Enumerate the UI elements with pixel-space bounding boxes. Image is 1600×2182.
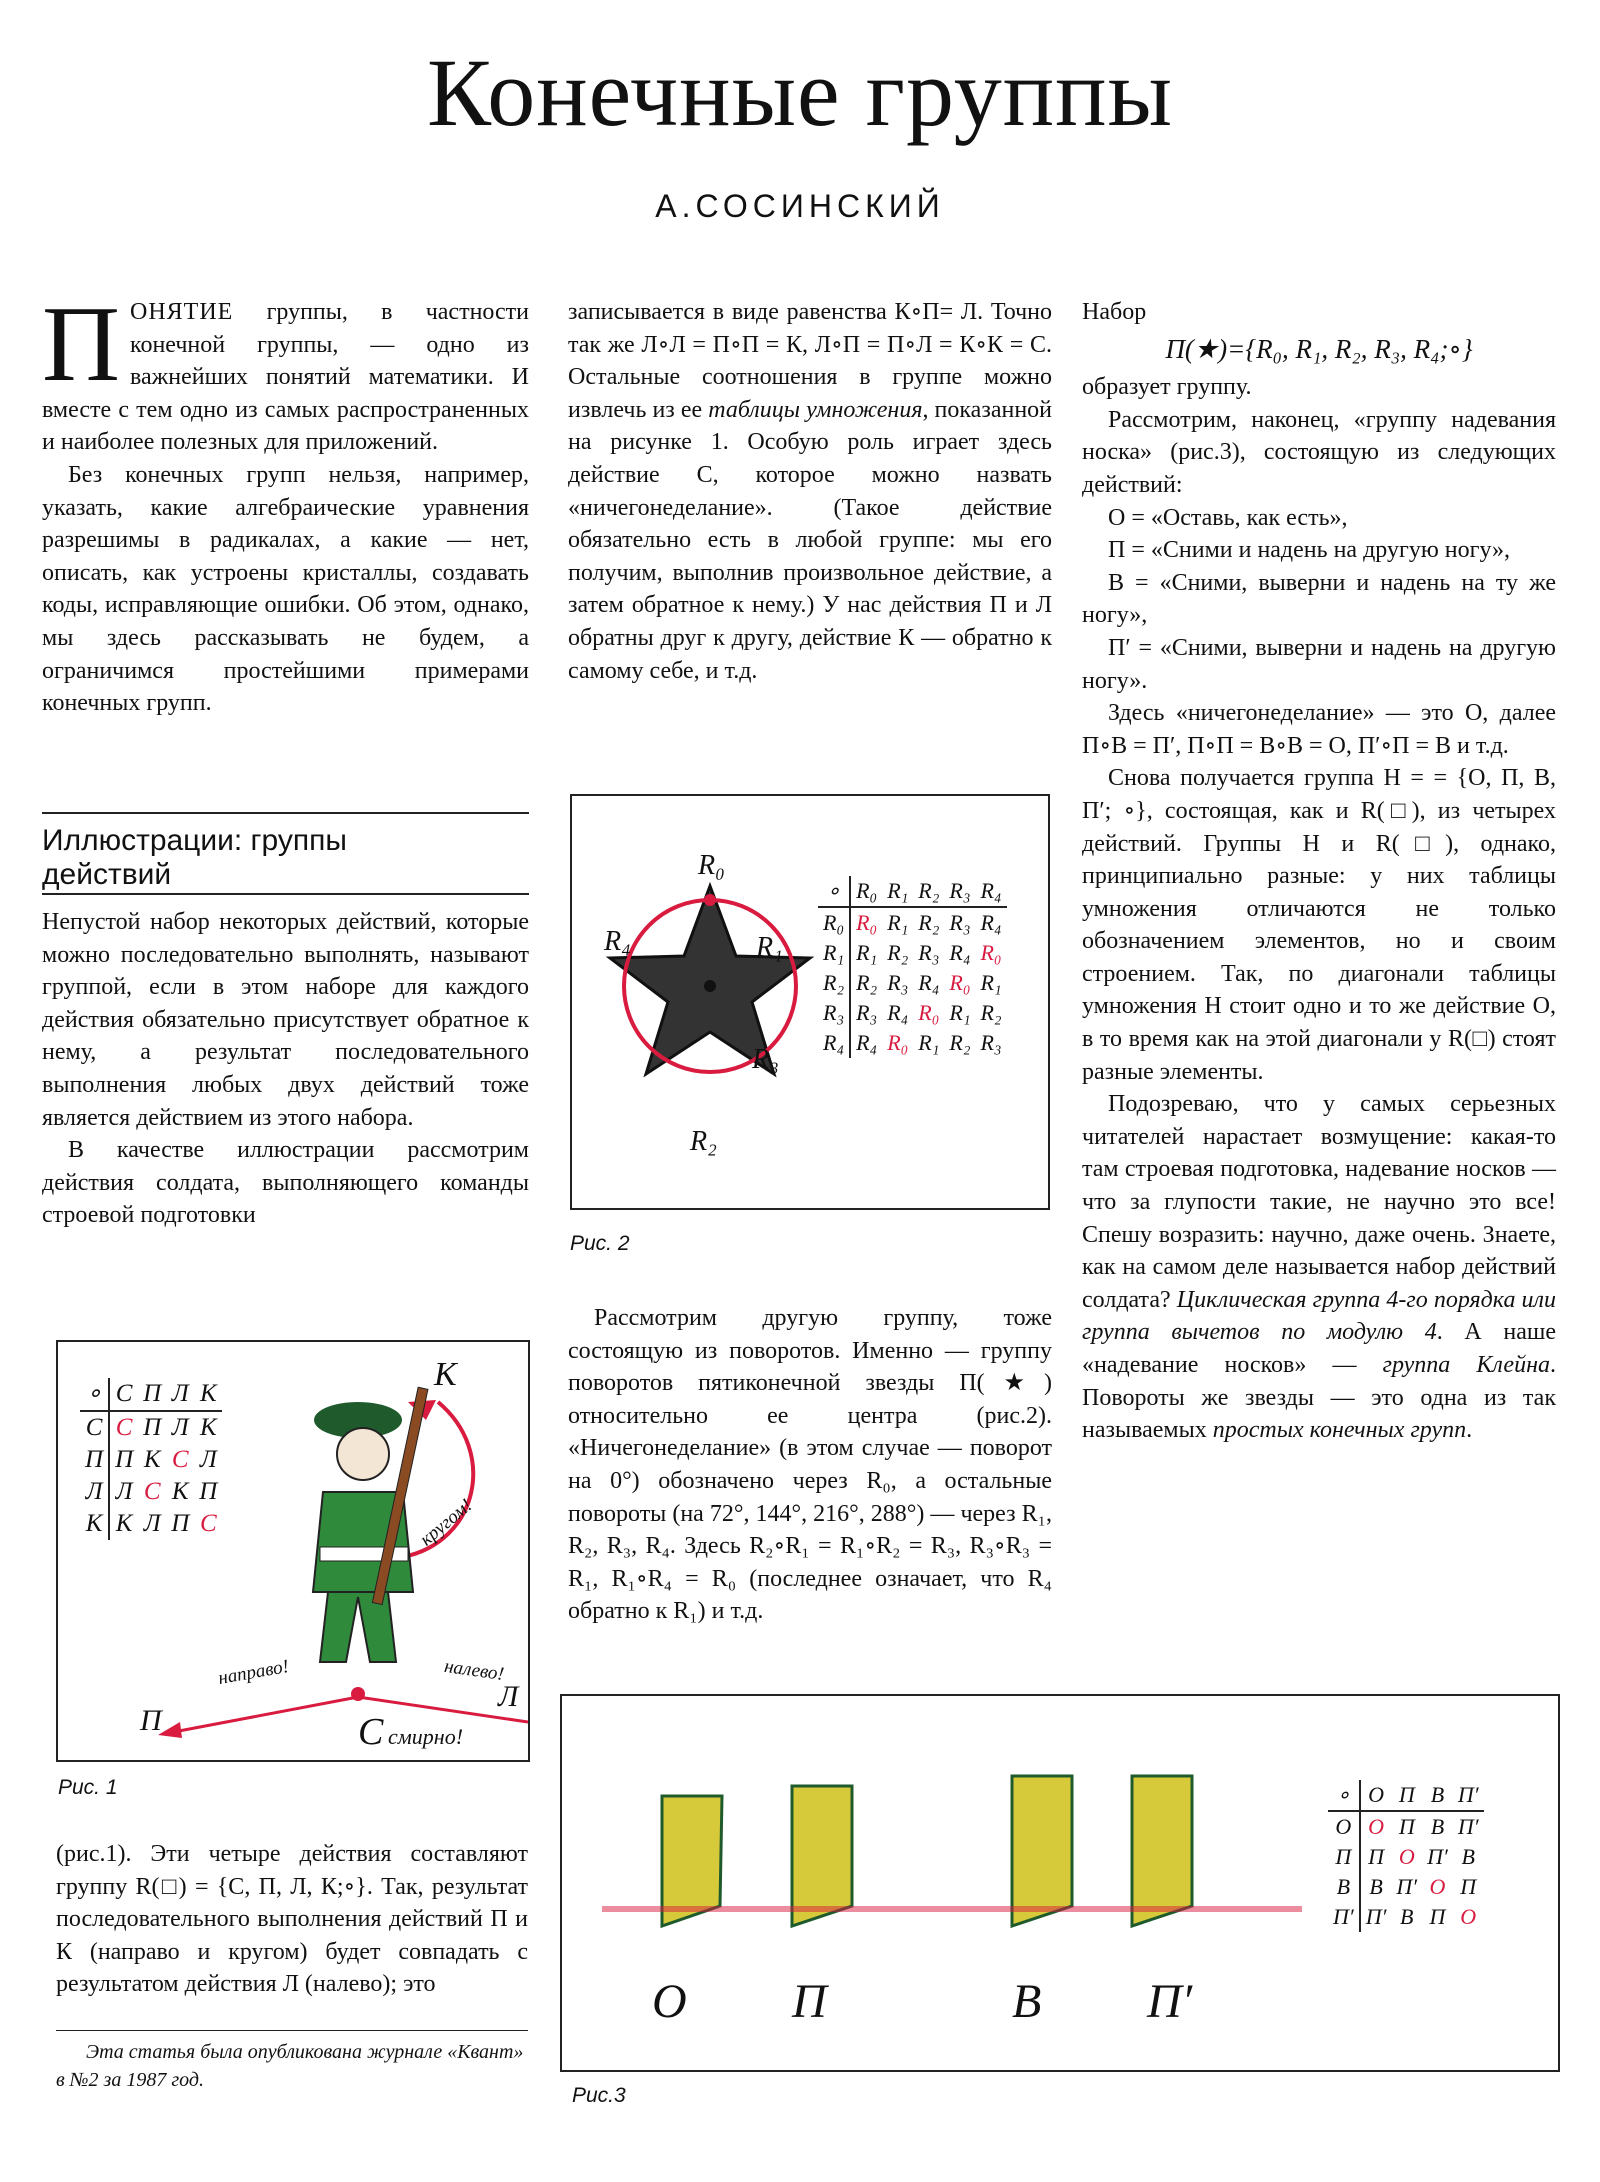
napravo-arrow — [163, 1697, 358, 1734]
figure-3 — [560, 1694, 1560, 2072]
fig1-table-cell: С — [199, 1510, 217, 1537]
fig1-table-cell: Л — [80, 1476, 109, 1508]
c2-em: таблицы умножения — [708, 396, 923, 423]
fig1-table-cell: ∘ — [80, 1378, 109, 1411]
fig2-table-cell: R₁ — [887, 910, 909, 935]
fig2-table-cell: R₃ — [944, 876, 975, 907]
note-rule — [56, 2030, 528, 2031]
fig1-table-cell: К — [115, 1510, 133, 1537]
fig1-table-cell: П — [199, 1478, 218, 1505]
star-label-r4: R₄ — [604, 926, 631, 957]
fig2-table-cell: R₄ — [818, 1028, 850, 1058]
fig3-table-cell: П — [1460, 1874, 1477, 1899]
paragraph-c3-4: Снова получается группа Н = = {О, П, В, П′; ∘}, состоящая, как и R(□), из четырех действий. Группы Н и R(□), однако, принципиально разные: у них таблицы умножения отличаются не только обозначением элементов, но и своим строением. Так, по диагонали таблицы умножения Н стоит одно и то же действие О, в то время как на этой диагонали у R(□) стоят разные элементы. — [1082, 765, 1556, 1085]
label-krugom: кругом! — [416, 1494, 477, 1551]
star-label-r0: R₀ — [698, 850, 725, 881]
publication-note: Эта статья была опубликована журнале «Квант» в №2 за 1987 год. — [56, 2041, 524, 2091]
column-1-end — [56, 1838, 528, 2001]
fig1-table-cell: К — [199, 1414, 217, 1441]
sock-letter-p: П — [792, 1975, 827, 2028]
definition-p-prime: П′ = «Сними, выверни и надень на другую ногу». — [1082, 634, 1556, 694]
fig3-table-cell: В — [1422, 1780, 1453, 1811]
column-2 — [568, 296, 1052, 687]
paragraph-4: В качестве иллюстрации рассмотрим действия солдата, выполняющего команды строевой подготовки — [42, 1137, 529, 1229]
paragraph-c3-3: Здесь «ничегонеделание» — это О, далее П∘В = П′, П∘П = В∘В = О, П′∘П = В и т.д. — [1082, 700, 1556, 759]
intro-caps: ОНЯТИЕ — [130, 299, 234, 325]
fig1-table-cell: С — [143, 1478, 161, 1505]
fig1-table-cell: С — [115, 1414, 133, 1441]
figure-2 — [570, 794, 1050, 1210]
c3-p5-d: . — [1466, 1417, 1473, 1444]
figure-2-caption: Рис. 2 — [570, 1232, 630, 1255]
c3-p5-em2: группа Клейна — [1382, 1352, 1550, 1378]
label-nalevo: налево! — [442, 1655, 506, 1686]
label-c: С — [358, 1711, 384, 1753]
soldier-illustration — [58, 1342, 528, 1760]
fig1-table-cell: П — [138, 1378, 166, 1411]
sock-p — [792, 1786, 852, 1926]
c3-p5-em1: Циклическая группа 4-го порядка или группа вычетов по модулю 4 — [1082, 1286, 1557, 1346]
label-p: П — [140, 1704, 162, 1737]
fig3-table-cell: П′ — [1396, 1874, 1418, 1899]
fig3-table-cell: П — [1429, 1904, 1446, 1929]
fig1-table-cell: П — [80, 1444, 109, 1476]
star-illustration — [590, 846, 850, 1166]
c3-p5-a: Подозреваю, что у самых серьезных читателей нарастает возмущение: какая-то там строевая подготовка, надевание носков — что за глупости такие, не научно это все! Спешу возразить: научно, даже очень. Знаете, как на самом деле называется набор действий солдата? — [1082, 1091, 1556, 1313]
fig2-table-cell: R₃ — [949, 910, 971, 935]
fig3-table-cell: О — [1360, 1780, 1392, 1811]
fig2-table-cell: R₂ — [918, 910, 940, 935]
fig3-table-cell: П — [1391, 1780, 1422, 1811]
soldier-legs — [320, 1592, 396, 1662]
fig3-table-cell: О — [1398, 1844, 1415, 1869]
sock-letter-p-prime: П′ — [1147, 1975, 1193, 2028]
fig2-table-row — [818, 998, 1007, 1028]
definition-p: П = «Сними и надень на другую ногу», — [1108, 537, 1511, 564]
fig2-table-cell: R₀ — [818, 907, 850, 938]
fig2-table-cell: R₀ — [887, 1030, 909, 1055]
fig2-table — [818, 876, 1007, 1058]
fig2-table-cell: R₀ — [856, 910, 878, 935]
fig2-table-cell: R₃ — [887, 970, 909, 995]
fig3-table-row — [1328, 1872, 1484, 1902]
fig3-table-cell: П′ — [1453, 1780, 1484, 1811]
fig3-table-cell: В — [1461, 1844, 1475, 1869]
sock-letter-o: О — [652, 1975, 687, 2028]
fig2-table-cell: R₁ — [856, 940, 878, 965]
fig2-table-cell: R₁ — [918, 1030, 940, 1055]
fig3-table-cell: О — [1368, 1814, 1384, 1839]
c2-text-a: записывается в виде равенства К∘П= Л. Точно так же Л∘Л = П∘П = К, Л∘П = П∘Л = К∘К = С. Остальные соотношения в группе можно извлечь из ее — [568, 299, 1052, 423]
fig1-table-cell: С — [80, 1411, 109, 1444]
fig1-table-cell: С — [171, 1446, 189, 1473]
fig3-table-cell: В — [1369, 1874, 1383, 1899]
fig2-table-row — [818, 938, 1007, 968]
fig3-table-cell: ∘ — [1328, 1780, 1360, 1811]
fig3-table — [1328, 1780, 1484, 1932]
definition-v: В = «Сними, выверни и надень на ту же ногу», — [1082, 569, 1556, 629]
fig3-table-cell: О — [1429, 1874, 1446, 1899]
paragraph-c3-2: Рассмотрим, наконец, «группу надевания носка» (рис.3), состоящую из следующих действий: — [1082, 406, 1556, 498]
fig2-table-cell: R₃ — [818, 998, 850, 1028]
fig2-table-cell: R₄ — [918, 970, 940, 995]
fig2-table-cell: R₄ — [887, 1000, 909, 1025]
fig2-table-cell: R₁ — [818, 938, 850, 968]
column-2-lower — [568, 1302, 1052, 1628]
paragraph-5: (рис.1). Эти четыре действия составляют группу R(□) = {С, П, Л, К;∘}. Так, результат последовательного выполнения действий П и К (направо и кругом) будет совпадать с результатом действия Л (налево); это — [56, 1841, 528, 1998]
column-3 — [1082, 296, 1556, 1447]
column-1-section — [42, 906, 529, 1232]
fig2-table-cell: R₁ — [949, 1000, 971, 1025]
paragraph-c3-1: образует группу. — [1082, 374, 1252, 401]
smirno-dot — [351, 1687, 365, 1701]
figure-1-caption: Рис. 1 — [58, 1776, 118, 1799]
fig2-table-cell: R₄ — [856, 1030, 878, 1055]
fig1-table-cell: Л — [115, 1478, 133, 1505]
figure-1 — [56, 1340, 530, 1762]
c3-p5-c: . Повороты же звезды — это одна из так называемых — [1082, 1352, 1556, 1444]
column-1 — [42, 285, 529, 720]
fig2-table-cell: R₂ — [980, 1000, 1002, 1025]
fig2-table-cell: R₀ — [918, 1000, 940, 1025]
socks-illustration — [602, 1706, 1302, 2046]
section-rule-bottom — [42, 893, 529, 895]
fig2-table-row — [818, 907, 1007, 938]
fig2-table-cell: R₃ — [856, 1000, 878, 1025]
sock-v — [1012, 1776, 1072, 1926]
fig2-table-cell: R₀ — [949, 970, 971, 995]
label-k: К — [434, 1356, 457, 1393]
fig3-table-cell: П — [1328, 1842, 1360, 1872]
fig1-table-cell: К — [80, 1508, 109, 1540]
drop-cap: П — [42, 285, 120, 404]
paragraph-c2-2: Рассмотрим другую группу, тоже состоящую из поворотов. Именно — группу поворотов пятиконечной звезды П(★) относительно ее центра (рис.2). «Ничегонеделание» (в этом случае — поворот на 0°) обозначено через R₀, а остальные повороты (на 72°, 144°, 216°, 288°) — через R₁, R₂, R₃, R₄. Здесь R₂∘R₁ = R₁∘R₂ = R₃, R₃∘R₃ = R₁, R₁∘R₄ = R₀ (последнее означает, что R₄ обратно к R₁) и т.д. — [568, 1305, 1052, 1625]
fig2-table-cell: R₃ — [918, 940, 940, 965]
fig3-table-row — [1328, 1811, 1484, 1842]
c2-text-b: , показанной на рисунке 1. Особую роль играет здесь действие С, которое можно назвать «ничегонеделание». (Такое действие обязательно есть в любой группе: мы его получим, выполнив произвольное действие, а затем обратное к нему.) У нас действия П и Л обратны друг к другу, действие К — обратно к самому себе, и т.д. — [568, 396, 1053, 684]
star-label-r1: R₁ — [756, 932, 783, 963]
fig2-table-cell: R₀ — [850, 876, 882, 907]
fig3-table-row — [1328, 1842, 1484, 1872]
fig2-table-cell: R₃ — [980, 1030, 1002, 1055]
fig1-table-cell: К — [194, 1378, 222, 1411]
label-l: Л — [498, 1680, 519, 1713]
fig2-table-cell: R₂ — [856, 970, 878, 995]
fig3-table-cell: П — [1398, 1814, 1415, 1839]
formula-star-group: П(★)={R₀, R₁, R₂, R₃, R₄;∘} — [1165, 333, 1473, 364]
fig1-table-cell: Л — [143, 1510, 161, 1537]
star-center — [704, 980, 716, 992]
paragraph-3: Непустой набор некоторых действий, которые можно последовательно выполнять, называют группой, если в этом наборе для каждого действия обязательно присутствует обратное к нему, а результат последовательного выполнения любых двух действий тоже является действием из этого набора. — [42, 909, 529, 1131]
c3-p5-em3: простых конечных групп — [1212, 1417, 1467, 1444]
fig1-table-cell: П — [171, 1510, 190, 1537]
fig3-table-cell: П′ — [1365, 1904, 1387, 1929]
floor-mark — [602, 1906, 1302, 1912]
fig2-table-row — [818, 968, 1007, 998]
figure-3-caption: Рис.3 — [572, 2084, 626, 2107]
fig1-table-cell: Л — [166, 1378, 194, 1411]
fig3-table-cell: П′ — [1427, 1844, 1448, 1869]
paragraph-2: Без конечных групп нельзя, например, указать, какие алгебраические уравнения разрешимы в радикалах, а какие — нет, описать, как устроены кристаллы, создавать коды, исправляющие ошибки. Об этом, однако, мы здесь рассказывать не будем, а ограничимся простейшими примерами конечных групп. — [42, 461, 529, 717]
fig3-table-row — [1328, 1902, 1484, 1932]
star-label-r2: R₂ — [690, 1126, 717, 1157]
section-rule — [42, 812, 529, 814]
fig2-table-cell: R₁ — [980, 970, 1002, 995]
fig3-table-row — [1328, 1780, 1484, 1811]
definition-o: О = «Оставь, как есть», — [1108, 504, 1348, 531]
fig3-table-cell: П — [1368, 1844, 1384, 1869]
fig1-table-cell: С — [109, 1378, 138, 1411]
soldier-head — [337, 1428, 389, 1480]
fig2-table-cell: R₂ — [913, 876, 944, 907]
fig2-table-row — [818, 876, 1007, 907]
fig2-table-cell: R₄ — [975, 876, 1006, 907]
fig2-table-cell: R₂ — [818, 968, 850, 998]
fig3-table-cell: В — [1328, 1872, 1360, 1902]
fig1-table-cell: П — [143, 1414, 162, 1441]
fig1-table-cell: Л — [171, 1414, 189, 1441]
fig3-table-cell: О — [1460, 1904, 1477, 1929]
fig2-table-cell: R₂ — [887, 940, 909, 965]
fig3-table-cell: В — [1430, 1814, 1445, 1839]
r0-marker — [704, 894, 716, 906]
fig2-table-cell: R₁ — [882, 876, 913, 907]
sock-p-prime — [1132, 1776, 1192, 1926]
sock-letter-v: В — [1012, 1975, 1042, 2028]
intro-text: группы, в частности конечной группы, — одно из важнейших понятий математики. И вместе с тем одно из самых распространенных и наиболее полезных для приложений. — [42, 299, 529, 456]
paragraph-intro — [42, 285, 529, 459]
fig3-table-cell: О — [1328, 1811, 1360, 1842]
fig2-table-cell: R₄ — [980, 910, 1002, 935]
fig2-table-cell: ∘ — [818, 876, 850, 907]
c3-p5-b: . А наше «надевание носков» — — [1082, 1319, 1556, 1378]
fig3-table-cell: П′ — [1457, 1814, 1479, 1839]
section-title: Иллюстрации: группы действий — [42, 824, 347, 891]
fig1-table-cell: К — [171, 1478, 189, 1505]
fig1-table-cell: Л — [199, 1446, 217, 1473]
fig2-table-row — [818, 1028, 1007, 1058]
fig1-table-cell: К — [143, 1446, 161, 1473]
fig3-table-cell: П′ — [1328, 1902, 1360, 1932]
paragraph-c2-1 — [568, 296, 1052, 687]
label-smirno: смирно! — [388, 1724, 464, 1749]
paragraph-c3-0: Набор — [1082, 299, 1147, 325]
fig2-table-cell: R₄ — [949, 940, 971, 965]
fig2-table-cell: R₀ — [980, 940, 1002, 965]
author: А.СОСИНСКИЙ — [655, 188, 945, 224]
page-title: Конечные группы — [427, 39, 1173, 146]
soldier-belt — [320, 1547, 408, 1561]
paragraph-c3-5 — [1082, 1088, 1556, 1447]
star-label-r3: R₃ — [752, 1044, 779, 1075]
fig3-table-cell: В — [1400, 1904, 1414, 1929]
fig2-table-cell: R₂ — [949, 1030, 971, 1055]
fig1-table-cell: П — [115, 1446, 134, 1473]
label-napravo: направо! — [216, 1655, 291, 1690]
